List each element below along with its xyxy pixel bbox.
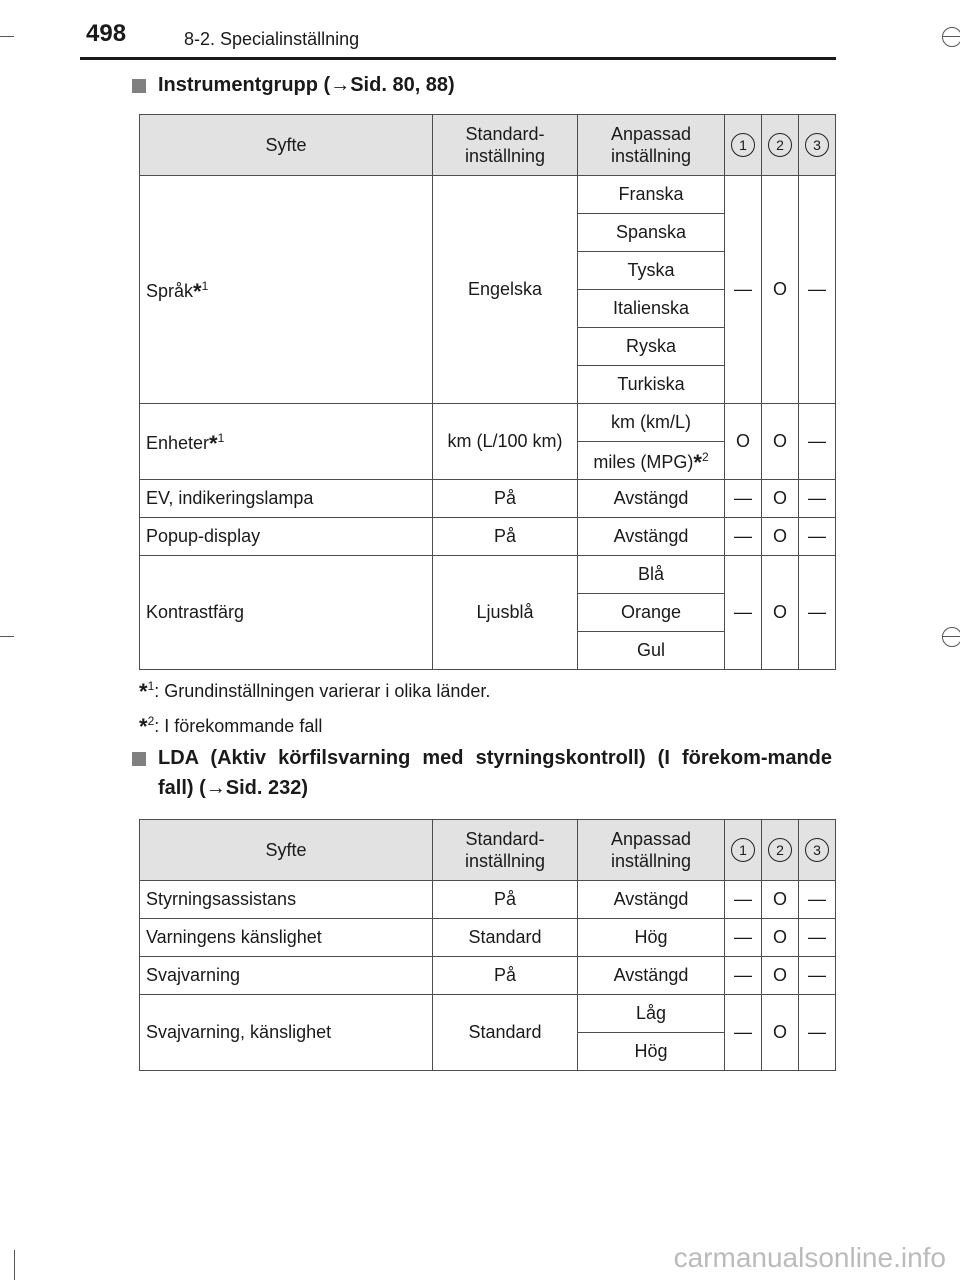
footnote-2: *$^2$: I förekommande fall bbox=[139, 714, 323, 739]
units-standard: km (L/100 km) bbox=[433, 404, 578, 480]
units-mark-1: O bbox=[725, 404, 762, 480]
page-number: 498 bbox=[86, 20, 127, 47]
circled-2-icon: 2 bbox=[768, 133, 792, 157]
table-header-row bbox=[140, 115, 836, 176]
ev-standard: På bbox=[433, 480, 578, 518]
circled-1-icon: 1 bbox=[731, 133, 755, 157]
sway-sensitivity-mark-3: — bbox=[799, 995, 836, 1071]
sway-warning-mark-3: — bbox=[799, 957, 836, 995]
header-standard: Standard- inställning bbox=[433, 115, 578, 176]
units-mark-3: — bbox=[799, 404, 836, 480]
contrast-purpose: Kontrastfärg bbox=[140, 556, 433, 670]
sway-sensitivity-mark-1: — bbox=[725, 995, 762, 1071]
page-reference-link[interactable]: Sid. 80, 88) bbox=[350, 74, 455, 96]
sway-warning-standard: På bbox=[433, 957, 578, 995]
header-col-1 bbox=[725, 820, 762, 881]
crop-mark bbox=[0, 636, 14, 637]
popup-purpose: Popup-display bbox=[140, 518, 433, 556]
contrast-mark-3: — bbox=[799, 556, 836, 670]
watermark: carmanualsonline.info bbox=[673, 1242, 946, 1273]
section-heading-lda bbox=[132, 743, 832, 803]
popup-mark-2: O bbox=[762, 518, 799, 556]
crop-mark bbox=[942, 627, 960, 647]
language-purpose: Språk*$^1$ bbox=[140, 176, 433, 404]
heading-text: Instrumentgrupp ( bbox=[158, 74, 331, 96]
sway-sensitivity-mark-2: O bbox=[762, 995, 799, 1071]
contrast-mark-2: O bbox=[762, 556, 799, 670]
section-heading-instrument-cluster bbox=[132, 70, 832, 100]
language-option: Ryska bbox=[578, 328, 725, 366]
arrow-icon: → bbox=[330, 74, 351, 96]
warning-sensitivity-mark-3: — bbox=[799, 919, 836, 957]
asterisk-icon: * bbox=[693, 449, 702, 475]
language-mark-2: O bbox=[762, 176, 799, 404]
contrast-mark-1: — bbox=[725, 556, 762, 670]
crop-mark bbox=[942, 27, 960, 47]
instrument-cluster-table bbox=[139, 114, 836, 670]
contrast-option: Blå bbox=[578, 556, 725, 594]
language-option: Spanska bbox=[578, 214, 725, 252]
header-rule bbox=[80, 57, 836, 60]
table-header-row bbox=[140, 820, 836, 881]
circled-3-icon: 3 bbox=[805, 838, 829, 862]
header-col-3 bbox=[799, 115, 836, 176]
units-option: km (km/L) bbox=[578, 404, 725, 442]
header-purpose: Syfte bbox=[140, 115, 433, 176]
sway-warning-purpose: Svajvarning bbox=[140, 957, 433, 995]
circled-3-icon: 3 bbox=[805, 133, 829, 157]
table-row bbox=[140, 518, 836, 556]
header-custom: Anpassad inställning bbox=[578, 820, 725, 881]
contrast-option: Gul bbox=[578, 632, 725, 670]
arrow-icon: → bbox=[205, 777, 226, 799]
language-mark-1: — bbox=[725, 176, 762, 404]
language-option: Franska bbox=[578, 176, 725, 214]
header-standard: Standard- inställning bbox=[433, 820, 578, 881]
language-standard: Engelska bbox=[433, 176, 578, 404]
crop-mark bbox=[0, 36, 14, 37]
circled-1-icon: 1 bbox=[731, 838, 755, 862]
asterisk-icon: * bbox=[139, 714, 148, 739]
ev-custom: Avstängd bbox=[578, 480, 725, 518]
warning-sensitivity-purpose: Varningens känslighet bbox=[140, 919, 433, 957]
header-col-1 bbox=[725, 115, 762, 176]
popup-mark-3: — bbox=[799, 518, 836, 556]
language-option: Italienska bbox=[578, 290, 725, 328]
table-row bbox=[140, 404, 836, 442]
steering-assist-mark-2: O bbox=[762, 881, 799, 919]
language-mark-3: — bbox=[799, 176, 836, 404]
warning-sensitivity-mark-1: — bbox=[725, 919, 762, 957]
ev-mark-2: O bbox=[762, 480, 799, 518]
contrast-option: Orange bbox=[578, 594, 725, 632]
table-row bbox=[140, 919, 836, 957]
steering-assist-standard: På bbox=[433, 881, 578, 919]
asterisk-icon: * bbox=[209, 430, 218, 456]
asterisk-icon: * bbox=[139, 679, 148, 704]
units-option: miles (MPG)*$^2$ bbox=[578, 442, 725, 480]
sway-sensitivity-standard: Standard bbox=[433, 995, 578, 1071]
header-purpose: Syfte bbox=[140, 820, 433, 881]
header-col-2 bbox=[762, 115, 799, 176]
table-row bbox=[140, 995, 836, 1033]
contrast-standard: Ljusblå bbox=[433, 556, 578, 670]
popup-custom: Avstängd bbox=[578, 518, 725, 556]
sway-warning-custom: Avstängd bbox=[578, 957, 725, 995]
ev-mark-1: — bbox=[725, 480, 762, 518]
asterisk-icon: * bbox=[193, 278, 202, 304]
table-row bbox=[140, 556, 836, 594]
lda-table bbox=[139, 819, 836, 1071]
steering-assist-custom: Avstängd bbox=[578, 881, 725, 919]
warning-sensitivity-mark-2: O bbox=[762, 919, 799, 957]
header-custom: Anpassad inställning bbox=[578, 115, 725, 176]
square-bullet-icon bbox=[132, 79, 146, 93]
header-col-3 bbox=[799, 820, 836, 881]
steering-assist-purpose: Styrningsassistans bbox=[140, 881, 433, 919]
sway-warning-mark-1: — bbox=[725, 957, 762, 995]
warning-sensitivity-standard: Standard bbox=[433, 919, 578, 957]
table-row bbox=[140, 957, 836, 995]
warning-sensitivity-custom: Hög bbox=[578, 919, 725, 957]
popup-standard: På bbox=[433, 518, 578, 556]
units-mark-2: O bbox=[762, 404, 799, 480]
page-reference-link[interactable]: Sid. 232) bbox=[225, 777, 309, 799]
chapter-title: 8-2. Specialinställning bbox=[184, 29, 360, 49]
square-bullet-icon bbox=[132, 752, 146, 766]
heading-text: LDA (Aktiv körfilsvarning med styrningskontroll) (I förekom-mande fall) ( bbox=[158, 747, 832, 799]
sway-sensitivity-option: Hög bbox=[578, 1033, 725, 1071]
sway-sensitivity-purpose: Svajvarning, känslighet bbox=[140, 995, 433, 1071]
units-purpose: Enheter*$^1$ bbox=[140, 404, 433, 480]
steering-assist-mark-1: — bbox=[725, 881, 762, 919]
popup-mark-1: — bbox=[725, 518, 762, 556]
sway-sensitivity-option: Låg bbox=[578, 995, 725, 1033]
crop-mark bbox=[14, 1250, 15, 1280]
language-option: Tyska bbox=[578, 252, 725, 290]
table-row bbox=[140, 480, 836, 518]
steering-assist-mark-3: — bbox=[799, 881, 836, 919]
table-row bbox=[140, 881, 836, 919]
ev-mark-3: — bbox=[799, 480, 836, 518]
ev-purpose: EV, indikeringslampa bbox=[140, 480, 433, 518]
footnote-1: *$^1$: Grundinställningen varierar i olika länder. bbox=[139, 679, 491, 704]
language-option: Turkiska bbox=[578, 366, 725, 404]
circled-2-icon: 2 bbox=[768, 838, 792, 862]
sway-warning-mark-2: O bbox=[762, 957, 799, 995]
table-row bbox=[140, 176, 836, 214]
header-col-2 bbox=[762, 820, 799, 881]
